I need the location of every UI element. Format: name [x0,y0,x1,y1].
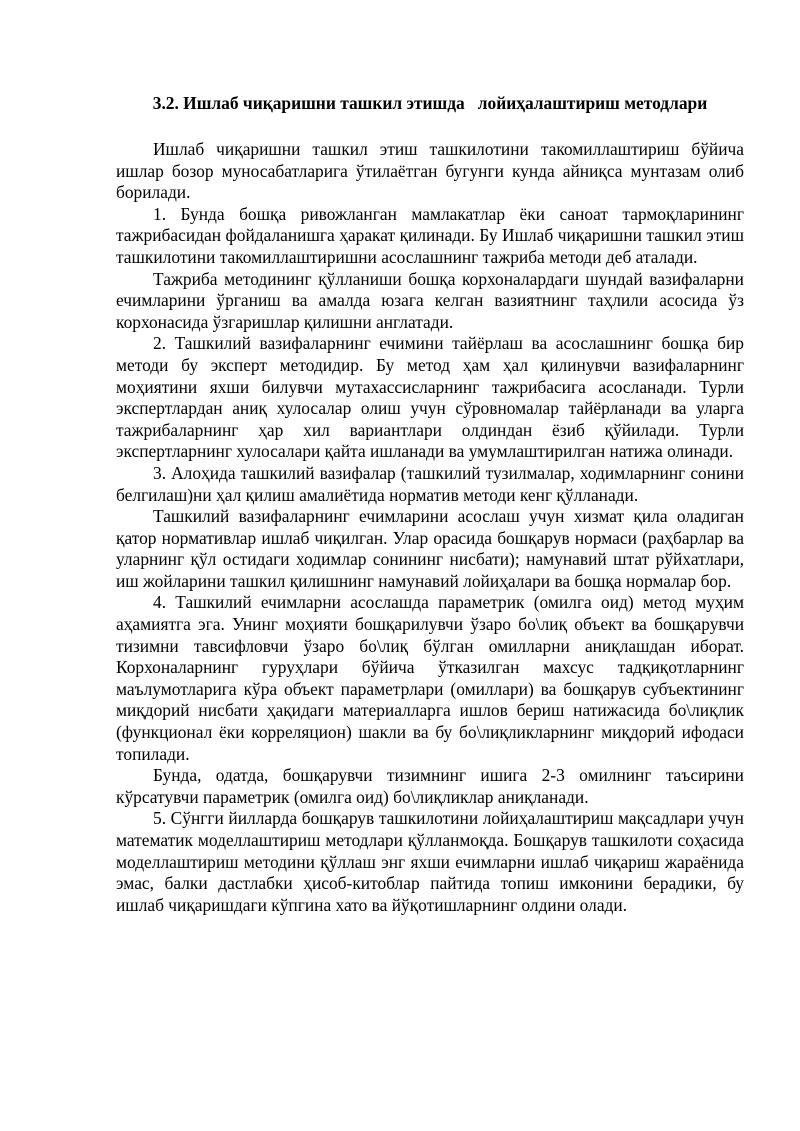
paragraph-method-2: 2. Ташкилий вазифаларнинг ечимини тайёрлаш ва асослашнинг бошқа бир методи бу эксперт методидир. Бу метод ҳам ҳал қилинувчи вазифаларнинг моҳиятини яхши билувчи мутахассисларнинг тажрибасига асосланади. Турли экспертлардан аниқ хулосалар олиш учун сўровномалар тайёрланади ва уларга тажрибаларнинг ҳар хил вариантлари олдиндан ёзиб қўйилади. Турли экспертларнинг хулосалари қайта ишланади ва умумлаштирилган натижа олинади. [116,333,744,462]
paragraph-method-4: 4. Ташкилий ечимларни асослашда параметрик (омилга оид) метод муҳим аҳамиятга эга. Унинг моҳияти бошқарилувчи ўзаро бо\лиқ объект ва бошқарувчи тизимни тавсифловчи ўзаро бо\лиқ бўлган омилларни аниқлашдан иборат. Корхоналарнинг гуруҳлари бўйича ўтказилган махсус тадқиқотларнинг маълумотларига кўра объект параметрлари (омиллари) ва бошқарув субъектининг миқдорий нисбати ҳақидаги материалларга ишлов бериш натижасида бо\лиқлик (функционал ёки корреляцион) шакли ва бу бо\лиқликларнинг миқдорий ифодаси топилади. [116,592,744,764]
document-page [116,92,744,916]
paragraph-parametric-note: Бунда, одатда, бошқарувчи тизимнинг ишига 2-3 омилнинг таъсирини кўрсатувчи параметрик (омилга оид) бо\лиқликлар аниқланади. [116,765,744,807]
paragraph-method-5: 5. Сўнгги йилларда бошқарув ташкилотини лойиҳалаштириш мақсадлари учун математик моделлаштириш методлари қўлланмоқда. Бошқарув ташкилоти соҳасида моделлаштириш методини қўллаш энг яхши ечимларни ишлаб чиқариш жараёнида эмас, балки дастлабки ҳисоб-китоблар пайтида топиш имконини берадики, бу ишлаб чиқаришдаги кўпгина хато ва йўқотишларнинг олдини олади. [116,808,744,915]
section-title: 3.2. Ишлаб чиқаришни ташкил этишда лойиҳалаштириш методлари [152,93,708,113]
paragraph-experience-method: Тажриба методининг қўлланиши бошқа корхоналардаги шундай вазифаларни ечимларини ўрганиш ва амалда юзага келган вазиятнинг таҳлили асосида ўз корхонасида ўзгаришлар қилишни англатади. [116,268,744,332]
paragraph-method-3: 3. Алоҳида ташкилий вазифалар (ташкилий тузилмалар, ходимларнинг сонини белгилаш)ни ҳал қилиш амалиётида норматив методи кенг қўлланади. [116,462,744,505]
paragraph-normatives: Ташкилий вазифаларнинг ечимларини асослаш учун хизмат қила оладиган қатор нормативлар ишлаб чиқилган. Улар орасида бошқарув нормаси (раҳбарлар ва уларнинг қўл остидаги ходимлар сонининг нисбати); намунавий штат рўйхатлари, иш жойларини ташкил қилишнинг намунавий лойиҳалари ва бошқа нормалар бор. [116,506,744,591]
paragraph-intro: Ишлаб чиқаришни ташкил этиш ташкилотини такомиллаштириш бўйича ишлар бозор муносабатларига ўтилаётган бугунги кунда айниқса мунтазам олиб борилади. [116,139,744,203]
paragraph-method-1: 1. Бунда бошқа ривожланган мамлакатлар ёки саноат тармоқларининг тажрибасидан фойдаланишга ҳаракат қилинади. Бу Ишлаб чиқаришни ташкил этиш ташкилотини такомиллаштиришни асослашнинг тажриба методи деб аталади. [116,203,744,267]
